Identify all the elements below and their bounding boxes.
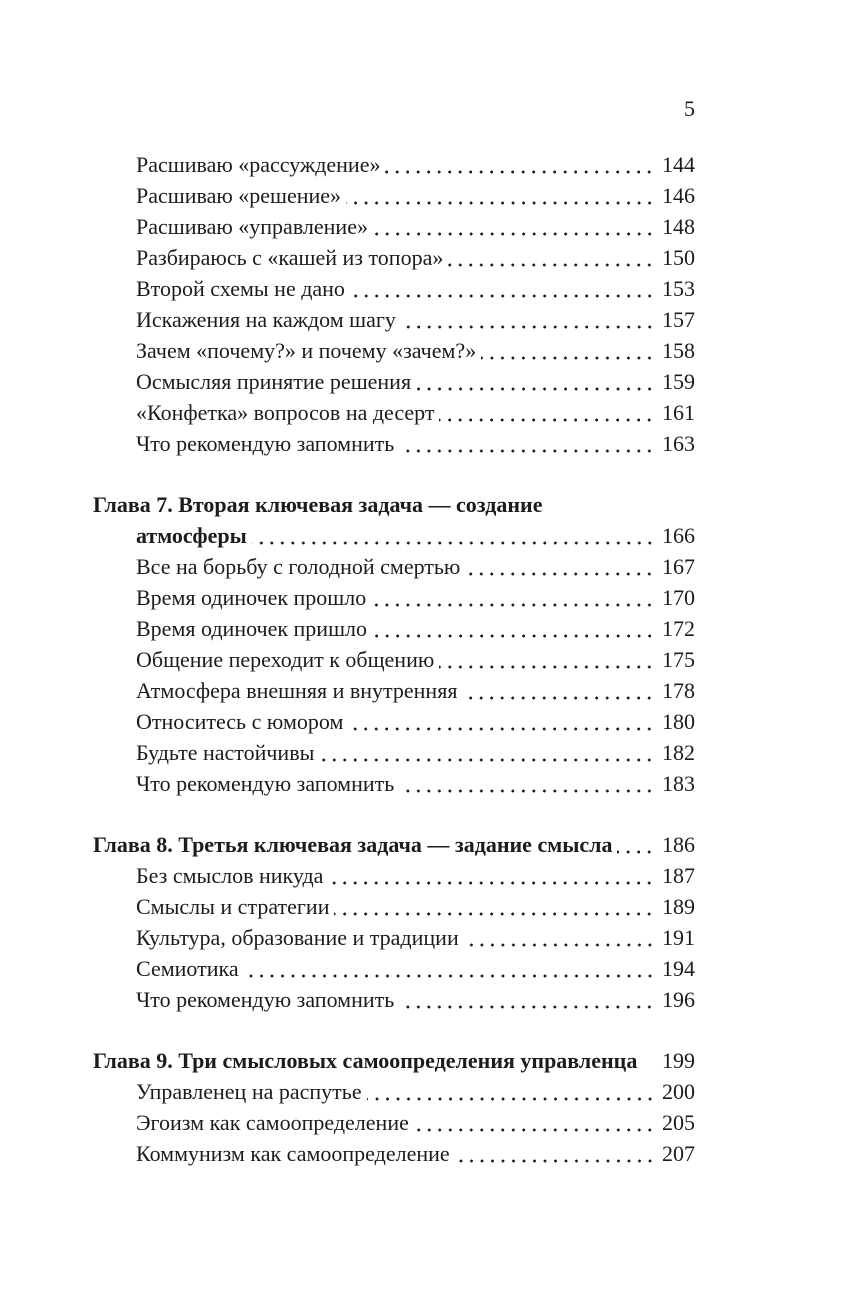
toc-entry-row	[93, 1107, 695, 1138]
toc-entry-page: 183	[662, 771, 695, 796]
toc-entry-page: 158	[662, 338, 695, 363]
dot-leader	[462, 696, 658, 700]
toc-section	[93, 149, 695, 459]
dot-leader	[448, 263, 658, 267]
toc-entry-title: Атмосфера внешняя и внутренняя	[136, 678, 458, 703]
toc-entry-row	[93, 644, 695, 675]
dot-leader	[371, 603, 658, 607]
toc-section	[93, 1045, 695, 1169]
toc-entry-page: 187	[662, 863, 695, 888]
toc-entry-title: Без смыслов никуда	[136, 863, 324, 888]
toc-entry-title: Смыслы и стратегии	[136, 894, 330, 919]
dot-leader	[348, 727, 658, 731]
toc-entry-title: Общение переходит к общению	[136, 647, 435, 672]
toc-entry-row	[93, 768, 695, 799]
toc-entry-row	[93, 706, 695, 737]
toc-entry-page: 166	[662, 523, 695, 548]
toc-entry-title: Осмысляя принятие решения	[136, 369, 412, 394]
toc-entry-title: Эгоизм как самоопределение	[136, 1110, 409, 1135]
toc-entry-row	[93, 891, 695, 922]
toc-entry-page: 200	[662, 1079, 695, 1104]
toc-entry-row	[93, 180, 695, 211]
toc-entry-page: 159	[662, 369, 695, 394]
toc-entry-row	[93, 613, 695, 644]
toc-entry-page: 144	[662, 152, 695, 177]
dot-leader	[401, 325, 658, 329]
toc-entry-row	[93, 304, 695, 335]
dot-leader	[414, 1128, 658, 1132]
toc-entry-row	[93, 397, 695, 428]
dot-leader	[244, 974, 658, 978]
toc-chapter-row	[93, 520, 695, 551]
toc-entry-row	[93, 242, 695, 273]
dot-leader	[367, 1097, 658, 1101]
dot-leader	[385, 170, 658, 174]
toc-entry-row	[93, 737, 695, 768]
toc-entry-page: 153	[662, 276, 695, 301]
toc-entry-title: Время одиночек прошло	[136, 585, 367, 610]
toc-entry-title: Второй схемы не дано	[136, 276, 345, 301]
toc-entry-row	[93, 582, 695, 613]
toc-entry-row	[93, 860, 695, 891]
toc-entry-title: Искажения на каждом шагу	[136, 307, 396, 332]
toc-chapter-title: Глава 9. Три смысловых самоопределения управленца	[93, 1048, 638, 1073]
toc-entry-title: Будьте настойчивы	[136, 740, 315, 765]
toc-entry-row	[93, 551, 695, 582]
toc-entry-page: 148	[662, 214, 695, 239]
dot-leader	[617, 850, 658, 854]
toc-entry-page: 175	[662, 647, 695, 672]
toc-entry-title: Коммунизм как самоопределение	[136, 1141, 450, 1166]
toc-entry-page: 178	[662, 678, 695, 703]
toc-entry-page: 194	[662, 956, 695, 981]
dot-leader	[334, 912, 658, 916]
toc-entry-page: 189	[662, 894, 695, 919]
toc-entry-row	[93, 984, 695, 1015]
dot-leader	[465, 572, 658, 576]
dot-leader	[455, 1159, 658, 1163]
dot-leader	[372, 634, 658, 638]
toc-entry-page: 180	[662, 709, 695, 734]
toc-entry-page: 161	[662, 400, 695, 425]
toc-chapter-title: Глава 8. Третья ключевая задача — задание смысла	[93, 832, 613, 857]
toc-entry-title: Расшиваю «рассуждение»	[136, 152, 381, 177]
table-of-contents	[93, 149, 695, 1169]
toc-entry-title: Что рекомендую запомнить	[136, 431, 395, 456]
toc-chapter-row	[93, 1045, 695, 1076]
dot-leader	[328, 881, 658, 885]
toc-entry-page: 170	[662, 585, 695, 610]
toc-entry-page: 186	[662, 832, 695, 857]
dot-leader	[373, 232, 658, 236]
toc-entry-row	[93, 149, 695, 180]
dot-leader	[439, 418, 658, 422]
toc-entry-row	[93, 1076, 695, 1107]
toc-entry-title: Относитесь с юмором	[136, 709, 344, 734]
toc-entry-title: Время одиночек пришло	[136, 616, 367, 641]
toc-entry-title: Семиотика	[136, 956, 239, 981]
dot-leader	[399, 1005, 658, 1009]
toc-entry-page: 207	[662, 1141, 695, 1166]
dot-leader	[642, 1066, 658, 1070]
toc-entry-row	[93, 1138, 695, 1169]
toc-entry-row	[93, 953, 695, 984]
toc-entry-row	[93, 211, 695, 242]
dot-leader	[399, 449, 658, 453]
dot-leader	[350, 294, 658, 298]
toc-entry-page: 196	[662, 987, 695, 1012]
toc-entry-row	[93, 273, 695, 304]
toc-entry-page: 205	[662, 1110, 695, 1135]
toc-entry-row	[93, 428, 695, 459]
toc-section	[93, 829, 695, 1015]
toc-entry-page: 199	[662, 1048, 695, 1073]
dot-leader	[252, 541, 658, 545]
toc-entry-title: Расшиваю «управление»	[136, 214, 368, 239]
toc-entry-page: 172	[662, 616, 695, 641]
toc-entry-page: 167	[662, 554, 695, 579]
dot-leader	[416, 387, 658, 391]
toc-entry-title: Культура, образование и традиции	[136, 925, 459, 950]
dot-leader	[346, 201, 658, 205]
toc-entry-page: 150	[662, 245, 695, 270]
toc-entry-title: Разбираюсь с «кашей из топора»	[136, 245, 444, 270]
dot-leader	[399, 789, 658, 793]
dot-leader	[439, 665, 658, 669]
dot-leader	[319, 758, 658, 762]
toc-entry-page: 157	[662, 307, 695, 332]
toc-entry-title: Что рекомендую запомнить	[136, 771, 395, 796]
toc-chapter-row	[93, 829, 695, 860]
toc-entry-page: 191	[662, 925, 695, 950]
toc-entry-page: 182	[662, 740, 695, 765]
toc-entry-row	[93, 675, 695, 706]
toc-entry-row	[93, 366, 695, 397]
toc-chapter-title: Глава 7. Вторая ключевая задача — создание	[93, 492, 543, 517]
dot-leader	[481, 356, 658, 360]
toc-entry-page: 146	[662, 183, 695, 208]
toc-section	[93, 489, 695, 799]
toc-chapter-row	[93, 489, 695, 520]
toc-entry-title: Все на борьбу с голодной смертью	[136, 554, 461, 579]
toc-entry-row	[93, 335, 695, 366]
toc-entry-title: Что рекомендую запомнить	[136, 987, 395, 1012]
toc-entry-page: 163	[662, 431, 695, 456]
toc-entry-title: Расшиваю «решение»	[136, 183, 342, 208]
toc-entry-row	[93, 922, 695, 953]
page-number: 5	[684, 96, 695, 121]
toc-entry-title: «Конфетка» вопросов на десерт	[136, 400, 435, 425]
toc-entry-title: Управленец на распутье	[136, 1079, 362, 1104]
toc-chapter-title: атмосферы	[136, 523, 247, 548]
dot-leader	[464, 943, 658, 947]
toc-entry-title: Зачем «почему?» и почему «зачем?»	[136, 338, 477, 363]
